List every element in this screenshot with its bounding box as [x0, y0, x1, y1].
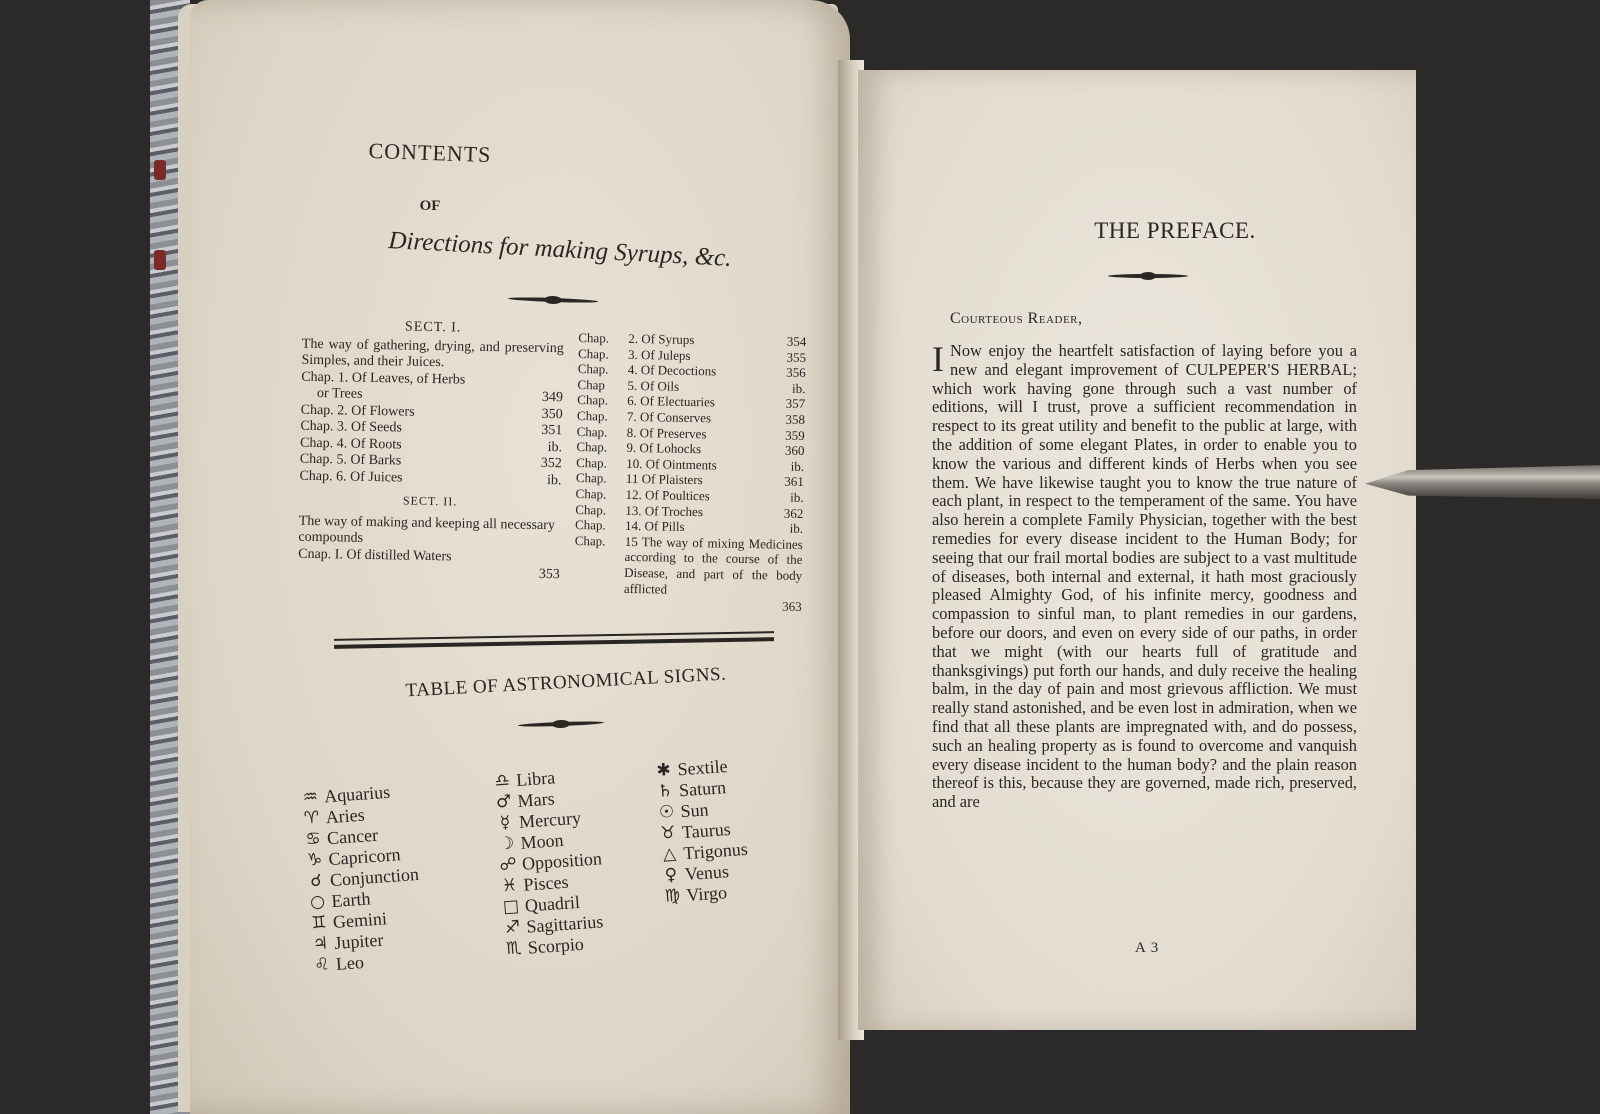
entry-chap: Chap.: [576, 407, 608, 424]
leo-icon: ♌: [313, 954, 331, 976]
jupiter-icon: ♃: [312, 933, 329, 955]
entry-label: 12. Of Poultices: [625, 486, 710, 504]
entry-page: ib.: [547, 439, 563, 455]
entry-chap: Chap.: [576, 439, 608, 455]
entry-page: 357: [785, 396, 806, 412]
contents-heading: CONTENTS: [368, 137, 492, 168]
entry-chap: Chap.: [576, 454, 607, 471]
saturn-icon: ♄: [656, 780, 674, 802]
sign-label: Earth: [330, 888, 372, 912]
sign-label: Sun: [679, 799, 710, 822]
contents-entry: [299, 468, 561, 489]
sign-label: Capricorn: [327, 844, 402, 870]
section-1-heading: SECT. I.: [404, 319, 462, 336]
section-2-intro: The way of making and keeping all necessary compounds: [298, 513, 556, 546]
venus-icon: ♀: [664, 864, 678, 886]
taurus-icon: ♉: [659, 822, 677, 844]
entry-chap: Chap.: [575, 501, 607, 518]
sextile-icon: ✱: [655, 759, 672, 781]
entry-chap: Chap.: [576, 423, 608, 440]
sign-label: Cancer: [326, 824, 379, 849]
sign-label: Sextile: [676, 755, 729, 780]
quadril-icon: □: [502, 896, 520, 918]
contents-entry: Cnap. I. Of distilled Waters: [298, 546, 452, 564]
contents-column-2: [574, 330, 807, 615]
entry-label: Chap. 5. Of Barks: [299, 451, 402, 469]
sign-label: Moon: [519, 829, 565, 853]
sign-label: Jupiter: [333, 929, 385, 953]
entry-label: Chap. 6. Of Juices: [299, 468, 403, 486]
drop-cap: I: [932, 339, 944, 379]
sign-label: Leo: [335, 951, 365, 974]
entry-chap: Chap.: [575, 485, 607, 502]
sign-label: Scorpio: [527, 933, 585, 958]
signs-column-1: [296, 780, 426, 977]
entry-page: 359: [785, 427, 805, 443]
entry-chap: Chap.: [578, 330, 610, 346]
sign-label: Virgo: [685, 882, 728, 906]
sign-label: Quadril: [524, 891, 581, 916]
entry-label: 13. Of Troches: [625, 502, 704, 519]
conjunction-icon: ☌: [309, 870, 323, 892]
contents-of: OF: [419, 198, 441, 214]
entry-chap: Chap: [577, 376, 606, 393]
sign-label: Trigonus: [682, 838, 749, 864]
entry-label: 8. Of Preserves: [626, 424, 707, 441]
sign-label: Aquarius: [323, 781, 391, 807]
mars-icon: ♂: [495, 791, 512, 813]
trigonus-icon: △: [662, 843, 677, 865]
sign-label: Mercury: [518, 807, 582, 832]
sign-label: Opposition: [521, 848, 603, 874]
signs-column-3: [649, 755, 751, 908]
sign-label: Aries: [324, 804, 366, 828]
virgo-icon: ♍: [664, 885, 681, 907]
entry-page: 351: [541, 422, 563, 439]
entry-page: 360: [784, 442, 805, 459]
entry-chap: Chap.: [575, 470, 607, 486]
sign-label: Taurus: [681, 818, 732, 843]
entry-label: or Trees: [316, 386, 363, 402]
sign-label: Conjunction: [329, 863, 420, 891]
ornament-divider: [1108, 274, 1188, 278]
sun-icon: ☉: [658, 801, 675, 823]
libra-icon: ♎: [493, 770, 511, 792]
entry-page: 352: [540, 455, 562, 472]
mercury-icon: ☿: [499, 812, 512, 834]
entry-label: 5. Of Oils: [627, 377, 680, 394]
entry-page: 355: [786, 349, 807, 365]
entry-label: Chap. 2. Of Flowers: [300, 402, 415, 420]
entry-label: 9. Of Lohocks: [626, 440, 702, 457]
entry-chap: Chap.: [577, 361, 609, 377]
aquarius-icon: ♒: [301, 786, 319, 808]
entry-page: 349: [541, 389, 564, 406]
moon-icon: ☽: [498, 833, 515, 855]
entry-page: 350: [541, 406, 563, 422]
entry-label: Chap. 3. Of Seeds: [300, 418, 403, 436]
pisces-icon: ♓: [501, 875, 518, 897]
contents-column-1: [298, 318, 565, 584]
entry-label: Chap. 4. Of Roots: [299, 435, 402, 452]
entry-label: 7. Of Conserves: [626, 408, 712, 426]
sign-label: Saturn: [678, 777, 727, 801]
entry-page: ib.: [790, 458, 805, 474]
capricorn-icon: ♑: [306, 849, 323, 871]
entry-chap: Chap.: [577, 345, 609, 362]
entry-page: 358: [785, 411, 806, 427]
entry-label: 6. Of Electuaries: [627, 393, 716, 410]
aries-icon: ♈: [303, 807, 320, 829]
scorpio-icon: ♏: [505, 938, 523, 960]
entry-page: 363: [782, 598, 802, 615]
entry-page: ib.: [789, 520, 804, 537]
entry-label: 15 The way of mixing Medicines according to the course of the Disease, and part of the body afflicted: [623, 533, 803, 597]
signs-heading: TABLE OF ASTRONOMICAL SIGNS.: [405, 663, 727, 702]
entry-chap: Chap.: [574, 517, 606, 533]
entry-label: 3. Of Juleps: [627, 346, 691, 363]
entry-page: 353: [538, 566, 560, 583]
entry-page: ib.: [546, 472, 562, 488]
sagittarius-icon: ♐: [504, 917, 521, 939]
signature-mark: A 3: [1135, 940, 1160, 956]
entry-page: 354: [786, 333, 807, 350]
entry-label: 10. Of Ointments: [626, 455, 717, 473]
entry-page: ib.: [791, 380, 806, 396]
sign-label: Pisces: [522, 871, 570, 895]
entry-label: 4. Of Decoctions: [627, 362, 717, 379]
signs-column-2: [488, 764, 609, 960]
preface-text: Now enjoy the heartfelt satisfaction of laying before you a new and elegant improvement of CULPEPER'S HERBAL; which work having gone through such a vast number of editions, will I trust, prove a sufficient recommendation in respect to its great utility and benefit to the public at large, with the addition of some elegant Plates, in order to enable you to know the various and different kinds of Herbs when you see them. We have likewise taught you to know the true nature of each plant, in respect to the temperament of the same. You have also herein a complete Family Physician, together with the best remedies for every disease incident to the Human Body; for seeing that our frail mortal bodies are subject to a vast multitude of diseases, both internal and external, it hath most graciously pleased Almighty God, of his infinite mercy, goodness and compassion to sinful man, to plant remedies in our gardens, before our doors, and even on every side of our paths, in order that we might (with our hearts full of gratitude and thanksgivings) put forth our hands, and duly receive the healing balm, in the day of pain and most grievous affliction. We must really stand astonished, and be even lost in admiration, when we find that all these plants are impregnated with, and do possess, such an healing property as is found to overcome and vanquish every disease incident to the human body? and the plain reason thereof is this, because they are governed, made rich, preserved, and are: [932, 341, 1357, 812]
binding-ribbon: [154, 160, 166, 180]
sign-label: Mars: [516, 788, 556, 811]
earth-icon: ○: [309, 891, 326, 913]
preface-title: THE PREFACE.: [1094, 218, 1256, 243]
salutation: Courteous Reader,: [950, 310, 1083, 327]
entry-page: 362: [783, 505, 804, 521]
entry-chap: Chap.: [577, 392, 609, 408]
sign-label: Gemini: [332, 908, 388, 933]
contents-entry: [574, 533, 803, 599]
preface-body: [932, 339, 1357, 812]
entry-label: 2. Of Syrups: [628, 330, 695, 348]
opposition-icon: ☍: [498, 854, 518, 876]
entry-chap: Chap.: [574, 532, 606, 549]
binding-ribbon: [154, 250, 166, 270]
section-2-heading: SECT. II.: [402, 493, 458, 509]
gemini-icon: ♊: [310, 912, 328, 934]
sign-label: Libra: [515, 767, 556, 790]
sign-label: Sagittarius: [525, 911, 604, 937]
entry-label: 11 Of Plaisters: [625, 471, 703, 488]
entry-label: Chap. 1. Of Leaves, of Herbs: [301, 369, 466, 388]
directions-title: Directions for making Syrups, &c.: [387, 227, 733, 272]
entry-label: 14. Of Pills: [624, 518, 685, 535]
entry-page: 361: [784, 473, 804, 490]
section-1-intro: The way of gathering, drying, and preserving Simples, and their Juices.: [301, 336, 564, 371]
cancer-icon: ♋: [304, 828, 322, 850]
entry-page: 356: [786, 364, 806, 381]
entry-page: ib.: [790, 489, 804, 505]
sign-label: Venus: [684, 861, 730, 885]
